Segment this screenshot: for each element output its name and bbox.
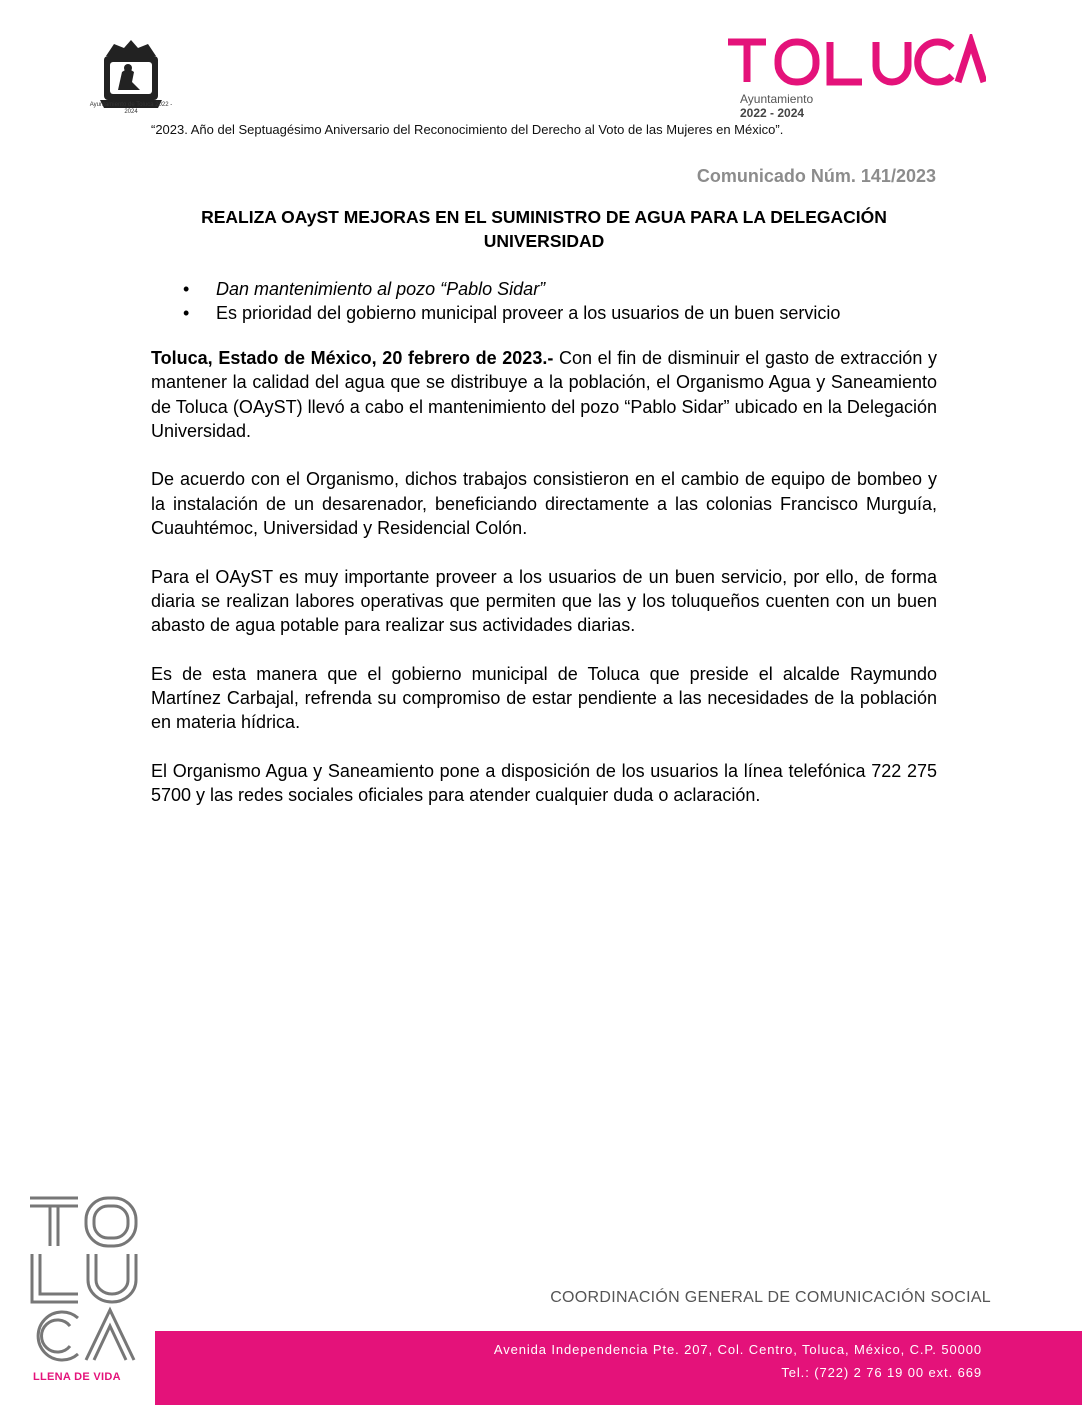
paragraph: Para el OAyST es muy importante proveer a los usuarios de un buen servicio, por ello, de forma diaria se realizan labores operativas que permiten que las y los toluqueños cuenten con un buen abasto de agua potable para realizar sus actividades diarias. [151, 566, 937, 636]
headline: REALIZA OAyST MEJORAS EN EL SUMINISTRO DE AGUA PARA LA DELEGACIÓN UNIVERSIDAD [201, 207, 887, 251]
phone-text: Tel.: (722) 2 76 19 00 ext. 669 [781, 1365, 982, 1380]
paragraph-lead: Toluca, Estado de México, 20 febrero de 2023.- Con el fin de disminuir el gasto de extracción y mantener la calidad del agua que se distribuye a la población, el Organismo Agua y Saneamiento de Toluca (OAyST) llevó a cabo el mantenimiento del pozo “Pablo Sidar” ubicado en la Delegación Universidad. [151, 348, 937, 441]
summary-bullets [183, 277, 943, 325]
list-item: • Es prioridad del gobierno municipal proveer a los usuarios de un buen servicio [183, 301, 943, 325]
press-release-number: Comunicado Núm. 141/2023 [696, 166, 936, 186]
address-text: Avenida Independencia Pte. 207, Col. Centro, Toluca, México, C.P. 50000 [493, 1342, 982, 1357]
paragraph: Es de esta manera que el gobierno municipal de Toluca que preside el alcalde Raymundo Martínez Carbajal, refrenda su compromiso de estar pendiente a las necesidades de la población en materia hídrica. [151, 663, 937, 733]
brand-years: 2022 - 2024 [740, 106, 805, 120]
annual-motto: “2023. Año del Septuagésimo Aniversario del Reconocimiento del Derecho al Voto de las Mujeres en México”. [151, 122, 784, 137]
coordination-label: COORDINACIÓN GENERAL DE COMUNICACIÓN SOCIAL [550, 1289, 991, 1306]
article-body [151, 346, 937, 832]
toluca-stacked-logo [28, 1194, 140, 1364]
list-item: • Dan mantenimiento al pozo “Pablo Sidar” [183, 277, 943, 301]
toluca-brand-logo [724, 34, 986, 86]
tagline: LLENA DE VIDA [33, 1371, 121, 1383]
dateline: Toluca, Estado de México, 20 febrero de 2023.- [151, 348, 554, 368]
seal-caption: Ayuntamiento de Toluca 2022 - 2024 [89, 102, 173, 115]
brand-subtitle: Ayuntamiento [740, 92, 814, 106]
paragraph: El Organismo Agua y Saneamiento pone a disposición de los usuarios la línea telefónica 722 275 5700 y las redes sociales oficiales para atender cualquier duda o aclaración. [151, 761, 937, 806]
paragraph: De acuerdo con el Organismo, dichos trabajos consistieron en el cambio de equipo de bombeo y la instalación de un desarenador, beneficiando directamente a las colonias Francisco Murguía, Cuauhtémoc, Universidad y Residencial Colón. [151, 469, 937, 539]
